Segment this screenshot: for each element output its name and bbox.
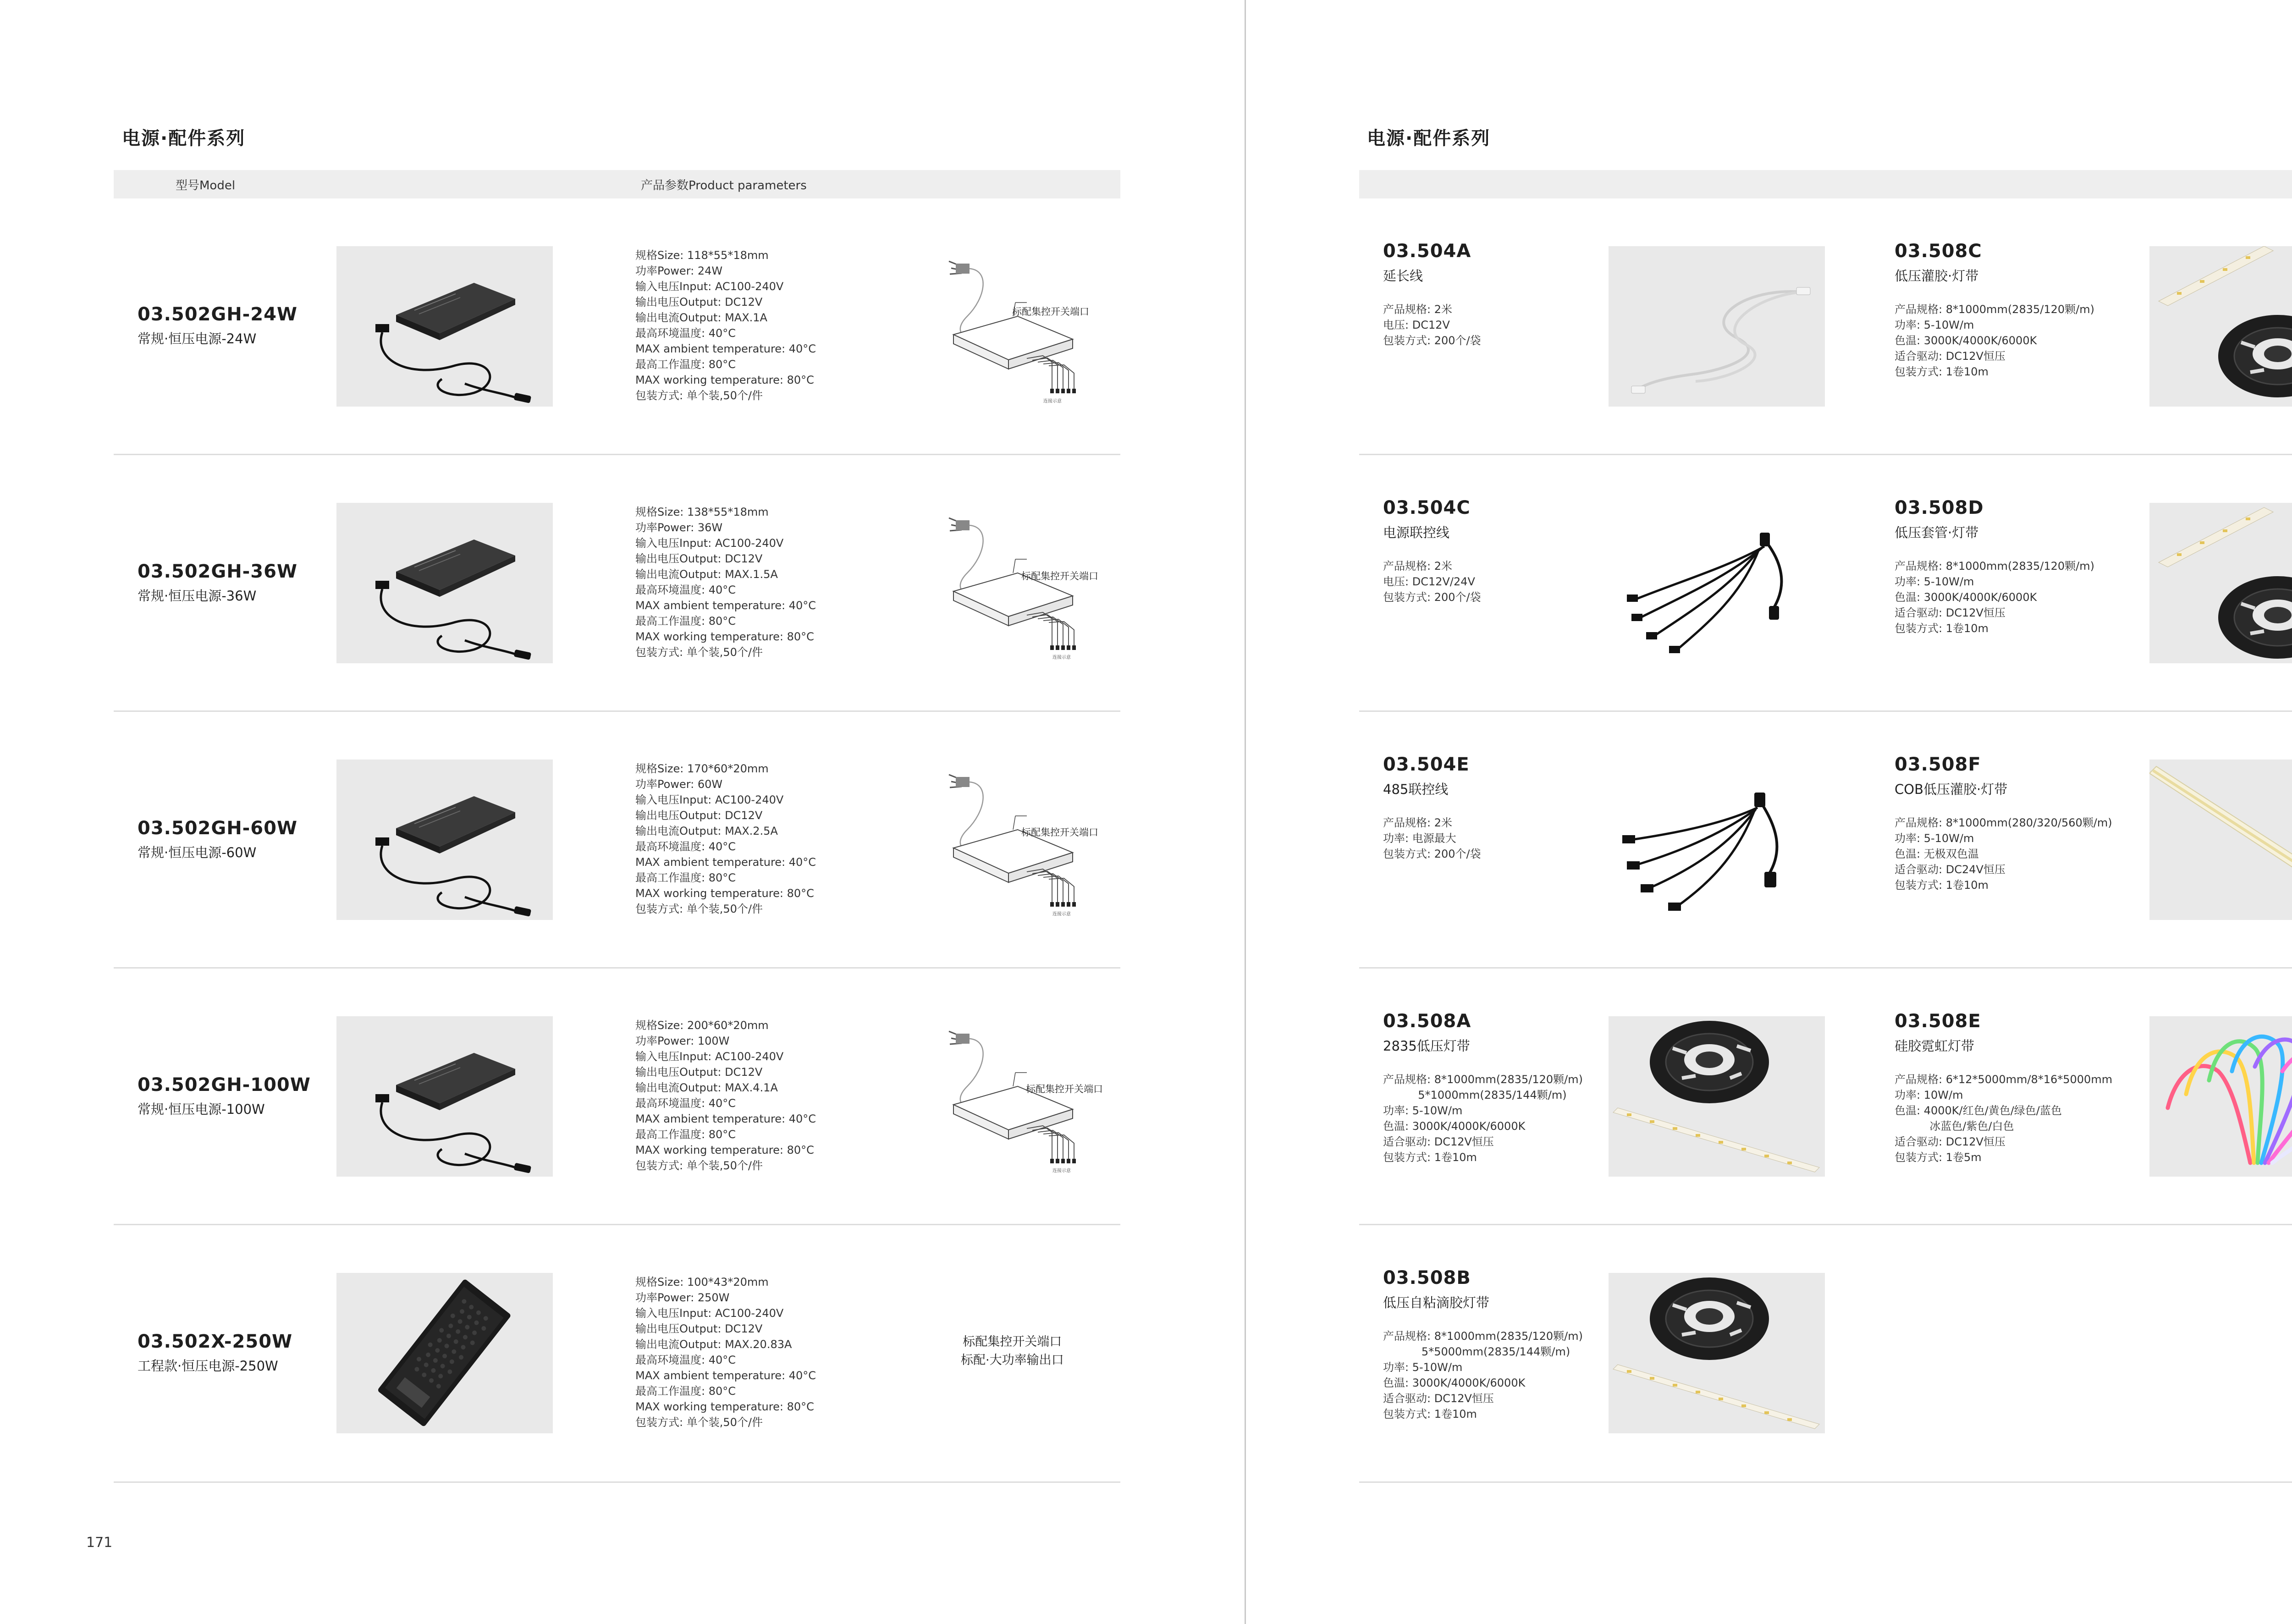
product-name: 常规·恒压电源-24W [138, 331, 257, 347]
product-name: 常规·恒压电源-60W [138, 845, 257, 860]
product-params: 规格Size: 118*55*18mm 功率Power: 24W 输入电压Input: AC100-240V 输出电压Output: DC12V 输出电流Output: MAX.1A 最高环境温度: 40°C MAX ambient temperature: 40°C 最高工作温度: 80°C MAX working temperature: 80°C 包装方式: 单个装,50个/件 [635, 249, 816, 402]
product-name: 低压自粘滴胶灯带 [1383, 1295, 1490, 1310]
diagram-label: 标配集控开关端口 [1026, 1084, 1103, 1095]
table-header-bar [114, 170, 1120, 198]
product-photo [2149, 503, 2292, 663]
product-params: 规格Size: 170*60*20mm 功率Power: 60W 输入电压Input: AC100-240V 输出电压Output: DC12V 输出电流Output: MAX.2.5A 最高环境温度: 40°C MAX ambient temperature: 40°C 最高工作温度: 80°C MAX working temperature: 80°C 包装方式: 单个装,50个/件 [635, 762, 816, 915]
product-params: 产品规格: 6*12*5000mm/8*16*5000mm 功率: 10W/m 色温: 4000K/红色/黄色/绿色/蓝色 冰蓝色/紫色/白色 适合驱动: DC12V恒压 包装方式: 1卷5m [1895, 1073, 2113, 1164]
product-name: 常规·恒压电源-100W [138, 1101, 265, 1117]
diagram-label: 标配集控开关端口 [1021, 827, 1098, 838]
row-divider [114, 1481, 1120, 1483]
header-params-label: 产品参数Product parameters [641, 179, 807, 193]
product-params: 产品规格: 8*1000mm(2835/120颗/m) 5*1000mm(2835/144颗/m) 功率: 5-10W/m 色温: 3000K/4000K/6000K 适合驱动: DC12V恒压 包装方式: 1卷10m [1383, 1073, 1583, 1164]
diagram-tiny-label: 连接示意 [1052, 1168, 1071, 1173]
product-photo [336, 1273, 553, 1433]
connection-diagram [935, 252, 1082, 403]
product-name: 工程款·恒压电源-250W [138, 1358, 278, 1374]
product-photo [336, 246, 553, 407]
product-model: 03.504A [1383, 241, 1471, 262]
diagram-label: 标配集控开关端口 [1012, 306, 1089, 317]
product-params: 产品规格: 8*1000mm(2835/120颗/m) 功率: 5-10W/m 色温: 3000K/4000K/6000K 适合驱动: DC12V恒压 包装方式: 1卷10m [1895, 560, 2094, 635]
product-model: 03.502GH-100W [138, 1074, 311, 1096]
product-photo [2149, 246, 2292, 407]
product-model: 03.508F [1895, 754, 1981, 775]
connection-diagram [935, 1022, 1082, 1173]
product-photo [336, 1016, 553, 1177]
diagram-tiny-label: 连接示意 [1052, 655, 1071, 660]
product-name: 延长线 [1383, 268, 1423, 284]
table-header-bar [1359, 170, 2292, 198]
connection-diagram [935, 765, 1082, 917]
product-params: 规格Size: 138*55*18mm 功率Power: 36W 输入电压Input: AC100-240V 输出电压Output: DC12V 输出电流Output: MAX.1.5A 最高环境温度: 40°C MAX ambient temperature: 40°C 最高工作温度: 80°C MAX working temperature: 80°C 包装方式: 单个装,50个/件 [635, 506, 816, 659]
product-params: 产品规格: 8*1000mm(280/320/560颗/m) 功率: 5-10W/m 色温: 无极双色温 适合驱动: DC24V恒压 包装方式: 1卷10m [1895, 816, 2112, 892]
product-params: 产品规格: 8*1000mm(2835/120颗/m) 功率: 5-10W/m 色温: 3000K/4000K/6000K 适合驱动: DC12V恒压 包装方式: 1卷10m [1895, 303, 2094, 378]
product-params: 产品规格: 2米 电压: DC12V 包装方式: 200个/袋 [1383, 303, 1481, 347]
diagram-tiny-label: 连接示意 [1043, 399, 1062, 404]
section-title: 电源·配件系列 [1367, 128, 1491, 149]
product-photo [1609, 760, 1825, 920]
product-model: 03.504C [1383, 497, 1471, 518]
product-model: 03.502GH-60W [138, 818, 298, 839]
product-model: 03.508E [1895, 1011, 1981, 1032]
row-divider [114, 710, 1120, 712]
product-params: 产品规格: 8*1000mm(2835/120颗/m) 5*5000mm(2835/144颗/m) 功率: 5-10W/m 色温: 3000K/4000K/6000K 适合驱动: DC12V恒压 包装方式: 1卷10m [1383, 1330, 1583, 1420]
header-model-label: 型号Model [176, 179, 236, 193]
product-name: 常规·恒压电源-36W [138, 588, 257, 604]
product-photo [1609, 246, 1825, 407]
product-name: 485联控线 [1383, 782, 1449, 797]
product-photo [2149, 1016, 2292, 1177]
product-name: 硅胶霓虹灯带 [1895, 1038, 1975, 1054]
product-photo [1609, 1016, 1825, 1177]
product-name: 电源联控线 [1383, 525, 1450, 540]
product-photo [2149, 760, 2292, 920]
product-name: 2835低压灯带 [1383, 1038, 1470, 1054]
product-params: 规格Size: 200*60*20mm 功率Power: 100W 输入电压Input: AC100-240V 输出电压Output: DC12V 输出电流Output: MAX.4.1A 最高环境温度: 40°C MAX ambient temperature: 40°C 最高工作温度: 80°C MAX working temperature: 80°C 包装方式: 单个装,50个/件 [635, 1019, 816, 1172]
row-divider [114, 454, 1120, 455]
product-photo [336, 503, 553, 663]
product-model: 03.508B [1383, 1267, 1471, 1288]
diagram-label: 标配集控开关端口 [1021, 571, 1098, 582]
product-model: 03.504E [1383, 754, 1470, 775]
product-photo [336, 760, 553, 920]
product-name: COB低压灌胶·灯带 [1895, 782, 2008, 797]
row-divider [1359, 454, 2292, 455]
diagram-tiny-label: 连接示意 [1052, 912, 1071, 917]
row-divider [1359, 710, 2292, 712]
product-photo [1609, 503, 1825, 663]
product-name: 低压套管·灯带 [1895, 525, 1979, 540]
product-model: 03.508C [1895, 241, 1982, 262]
row-divider [1359, 967, 2292, 969]
connection-diagram [935, 509, 1082, 660]
row-divider [114, 967, 1120, 969]
product-params: 规格Size: 100*43*20mm 功率Power: 250W 输入电压Input: AC100-240V 输出电压Output: DC12V 输出电流Output: MAX.20.83A 最高环境温度: 40°C MAX ambient temperature: 40°C 最高工作温度: 80°C MAX working temperature: 80°C 包装方式: 单个装,50个/件 [635, 1276, 816, 1429]
product-params: 产品规格: 2米 功率: 电源最大 包装方式: 200个/袋 [1383, 816, 1481, 860]
output-port-note: 标配集控开关端口 标配·大功率输出口 [961, 1335, 1064, 1367]
product-model: 03.502GH-24W [138, 304, 298, 325]
product-params: 产品规格: 2米 电压: DC12V/24V 包装方式: 200个/袋 [1383, 560, 1481, 604]
row-divider [1359, 1481, 2292, 1483]
product-model: 03.508D [1895, 497, 1984, 518]
right-page [1245, 0, 2292, 1624]
section-title: 电源·配件系列 [122, 128, 246, 149]
row-divider [1359, 1224, 2292, 1225]
product-model: 03.502GH-36W [138, 561, 298, 582]
product-model: 03.502X-250W [138, 1331, 293, 1352]
page-number: 171 [86, 1535, 113, 1551]
product-photo [1609, 1273, 1825, 1433]
product-model: 03.508A [1383, 1011, 1471, 1032]
product-name: 低压灌胶·灯带 [1895, 268, 1979, 284]
row-divider [114, 1224, 1120, 1225]
